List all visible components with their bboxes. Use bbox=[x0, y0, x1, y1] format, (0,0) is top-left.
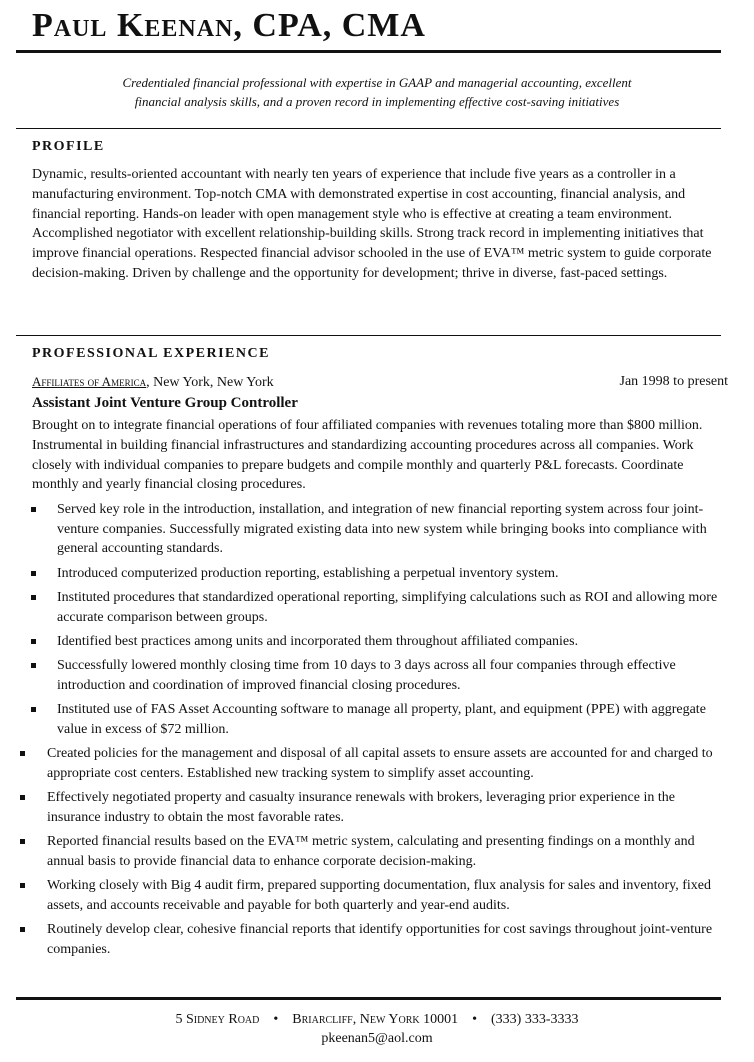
bullet-icon bbox=[20, 795, 25, 800]
separator-dot-icon: • bbox=[472, 1012, 478, 1027]
experience-heading: PROFESSIONAL EXPERIENCE bbox=[32, 346, 270, 361]
list-item: Successfully lowered monthly closing time from 10 days to 3 days across all four companies through effective introduction and coordination of improved financial closing procedures. bbox=[57, 656, 729, 695]
bullet-icon bbox=[31, 707, 36, 712]
list-item: Created policies for the management and disposal of all capital assets to ensure assets are accounted for and charged to appropriate cost centers. Established new tracking system to simplify asset accounting. bbox=[47, 744, 729, 783]
bullet-icon bbox=[20, 839, 25, 844]
bullet-icon bbox=[20, 927, 25, 932]
job-dates: Jan 1998 to present bbox=[619, 374, 728, 389]
email-address: pkeenan5@aol.com bbox=[321, 1031, 433, 1046]
street-address: 5 Sidney Road bbox=[175, 1012, 260, 1027]
bullet-icon bbox=[31, 507, 36, 512]
separator-dot-icon: • bbox=[273, 1012, 279, 1027]
contact-address-line bbox=[0, 1010, 754, 1029]
city-address: Briarcliff, New York 10001 bbox=[292, 1012, 459, 1027]
bullet-icon bbox=[31, 595, 36, 600]
employer-name: Affiliates of America bbox=[32, 374, 147, 389]
tagline-line-2: financial analysis skills, and a proven record in implementing effective cost-saving initiatives bbox=[134, 94, 620, 109]
profile-heading: PROFILE bbox=[32, 139, 105, 154]
profile-divider bbox=[16, 128, 721, 129]
phone-number: (333) 333-3333 bbox=[491, 1012, 579, 1027]
tagline-line-1: Credentialed financial professional with expertise in GAAP and managerial accounting, excellent bbox=[122, 75, 632, 90]
candidate-name: Paul Keenan, CPA, CMA bbox=[32, 7, 426, 44]
bullet-icon bbox=[31, 663, 36, 668]
profile-text: Dynamic, results-oriented accountant with nearly ten years of experience that include five years as a controller in a manufacturing environment. Top-notch CMA with demonstrated expertise in cost accounting, financial analysis, and financial reporting. Hands-on leader with open management style who is effective at creating a team environment. Accomplished negotiator with excellent relationship-building skills. Strong track record in implementing initiatives that improve financial operations. Respected financial advisor schooled in the use of EVA™ metric system to guide corporate decision-making. Driven by challenge and the opportunity for development; thrive in diverse, fast-paced settings. bbox=[32, 167, 712, 281]
job-summary: Brought on to integrate financial operations of four affiliated companies with revenues totaling more than $800 million. Instrumental in building financial infrastructures and standardizing accounting procedures across all companies. Work closely with individual companies to prepare budgets and compile monthly and quarterly P&L forecasts. Coordinate monthly and yearly financial closing procedures. bbox=[32, 418, 703, 493]
list-item: Introduced computerized production reporting, establishing a perpetual inventory system. bbox=[57, 564, 729, 584]
job-title: Assistant Joint Venture Group Controller bbox=[32, 395, 298, 411]
header-divider bbox=[16, 50, 721, 53]
bullet-icon bbox=[31, 639, 36, 644]
list-item: Routinely develop clear, cohesive financial reports that identify opportunities for cost savings throughout joint-venture companies. bbox=[47, 920, 729, 959]
list-item: Instituted use of FAS Asset Accounting software to manage all property, plant, and equipment (PPE) with aggregate value in excess of $72 million. bbox=[57, 700, 729, 739]
tagline bbox=[60, 73, 694, 111]
list-item: Reported financial results based on the EVA™ metric system, calculating and presenting findings on a monthly and annual basis to provide financial data to enhance corporate decision-making. bbox=[47, 832, 729, 871]
list-item: Identified best practices among units and incorporated them throughout affiliated companies. bbox=[57, 632, 729, 652]
bullet-icon bbox=[20, 883, 25, 888]
bullet-icon bbox=[20, 751, 25, 756]
job-header bbox=[32, 372, 728, 393]
footer-divider bbox=[16, 997, 721, 1000]
list-item: Working closely with Big 4 audit firm, prepared supporting documentation, flux analysis for sales and inventory, fixed assets, and accounts receivable and payable for both quarterly and year-end audits. bbox=[47, 876, 729, 915]
experience-divider bbox=[16, 335, 721, 336]
contact-email-line bbox=[0, 1029, 754, 1048]
bullet-icon bbox=[31, 571, 36, 576]
list-item: Served key role in the introduction, installation, and integration of new financial reporting system across four joint-venture companies. Successfully migrated existing data into new system while bringing books into compliance with general accounting standards. bbox=[57, 500, 729, 559]
list-item: Effectively negotiated property and casualty insurance renewals with brokers, leveraging prior experience in the insurance industry to obtain the most favorable rates. bbox=[47, 788, 729, 827]
list-item: Instituted procedures that standardized operational reporting, simplifying calculations such as ROI and allowing more accurate comparison between groups. bbox=[57, 588, 729, 627]
job-location: , New York, New York bbox=[146, 375, 274, 390]
